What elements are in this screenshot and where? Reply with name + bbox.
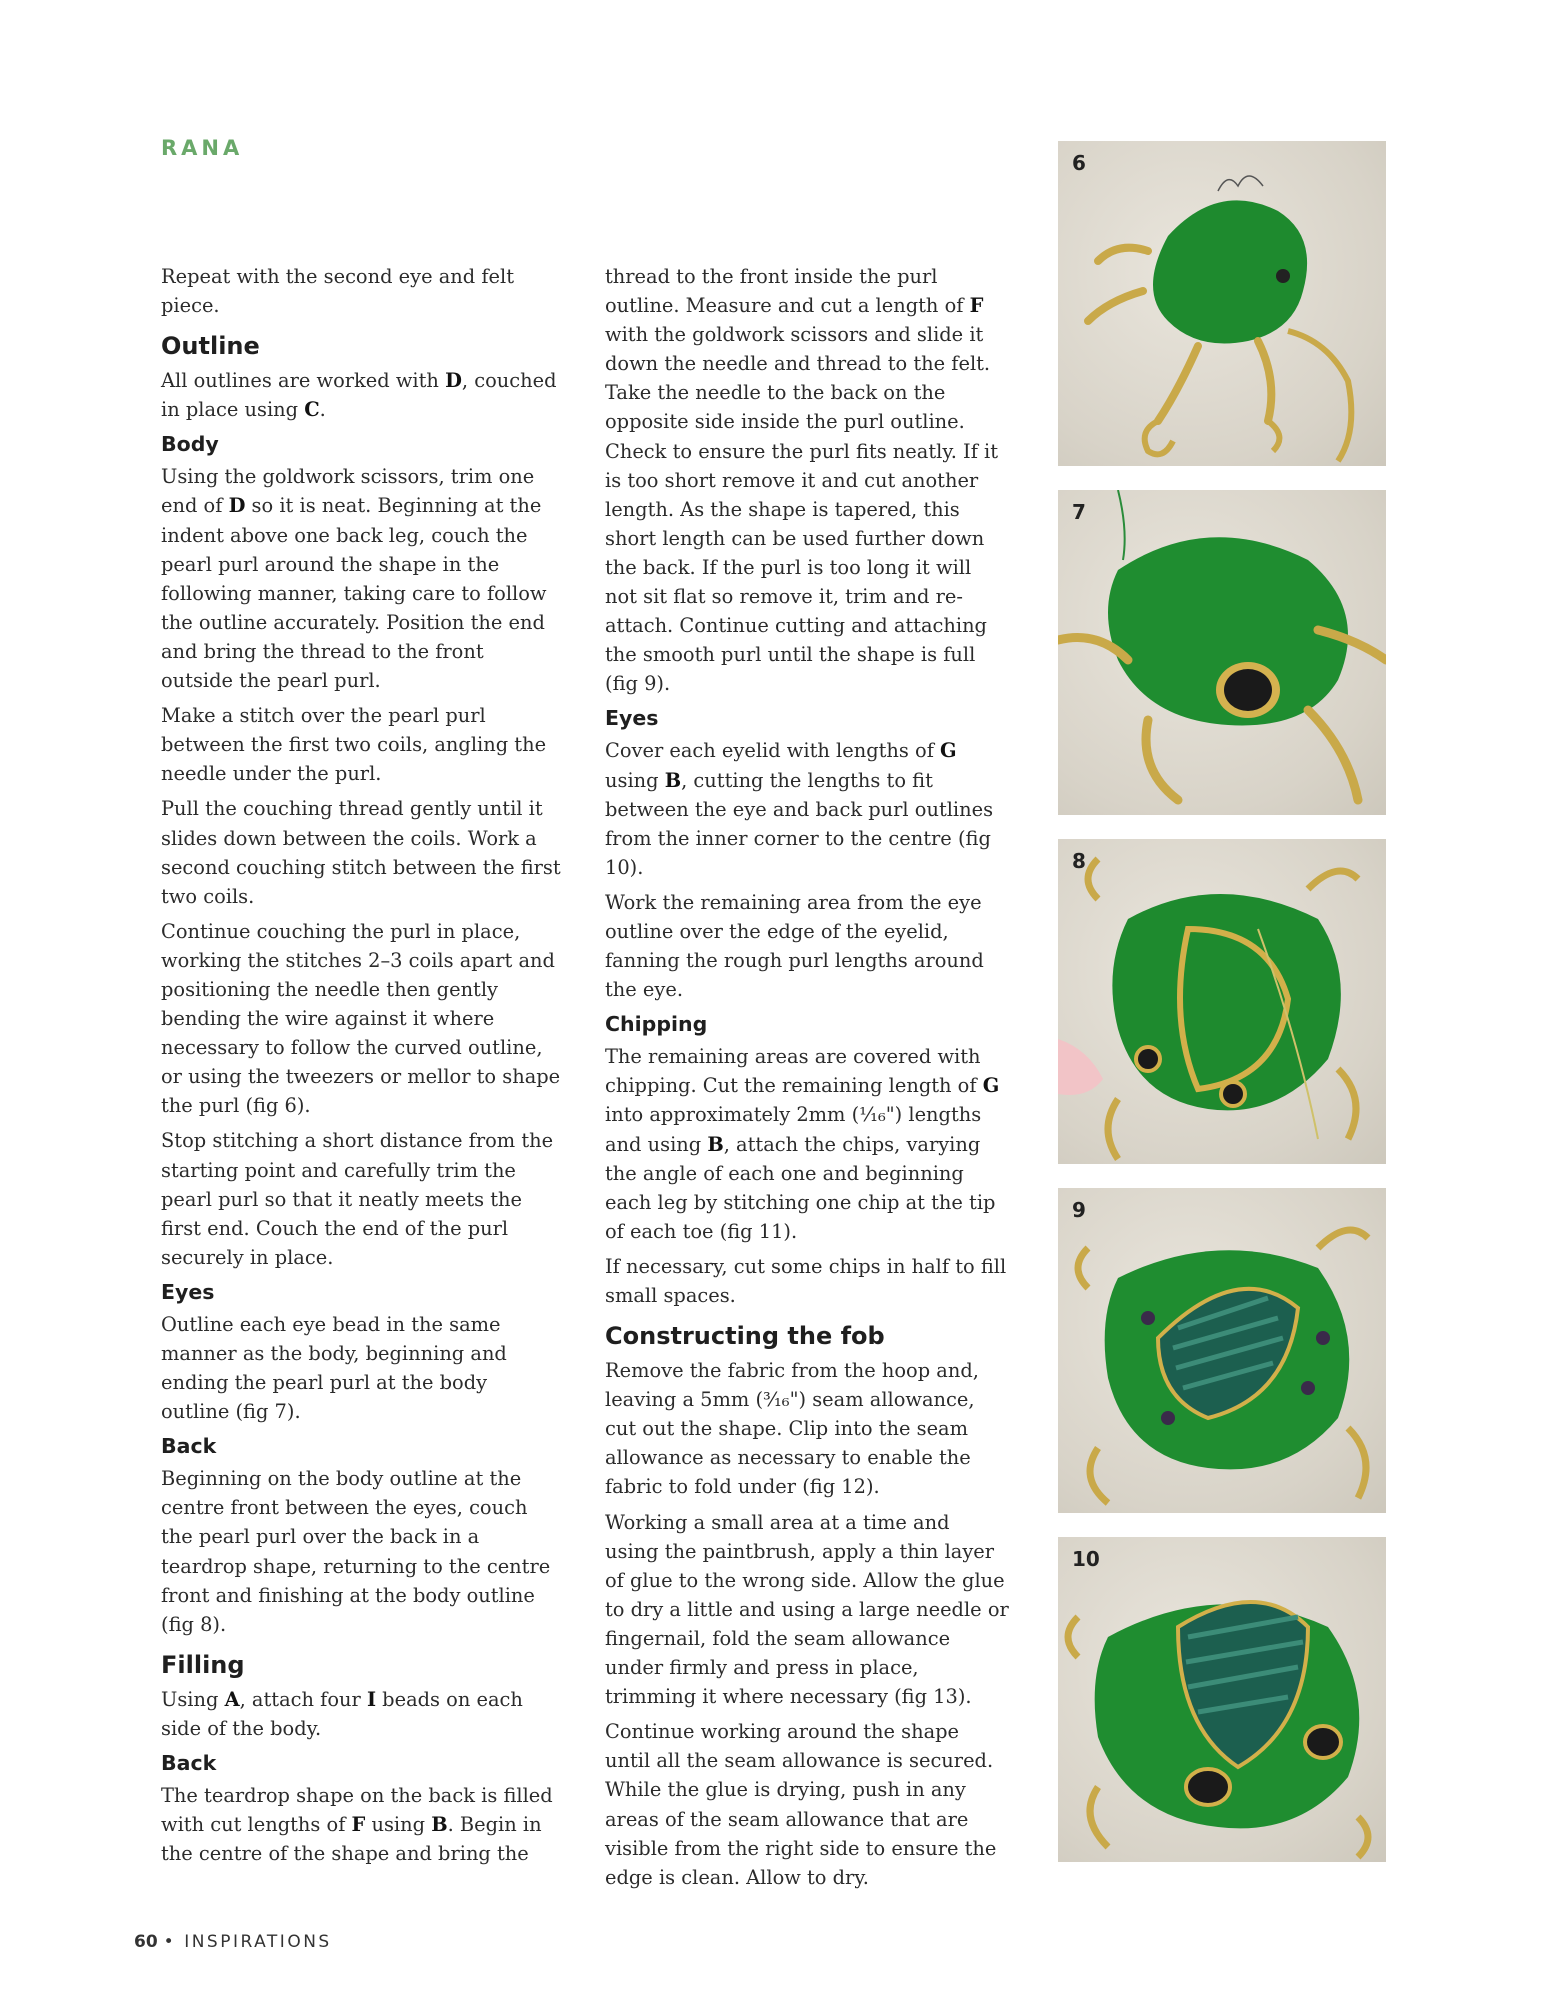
photo-fig-8 bbox=[1058, 839, 1386, 1164]
subheading-eyes: Eyes bbox=[161, 1279, 215, 1304]
photo-column bbox=[1058, 141, 1386, 1886]
footer-separator: • bbox=[163, 1932, 177, 1952]
paragraph: Repeat with the second eye and felt piece. bbox=[161, 265, 515, 318]
subheading-back: Back bbox=[161, 1434, 217, 1459]
paragraph: Beginning on the body outline at the centre front between the eyes, couch the pearl purl over the back in a teardrop shape, returning to the centre front and finishing at the body outline (fig 8). bbox=[161, 1467, 551, 1636]
paragraph: Using A, attach four I beads on each side of the body. bbox=[161, 1687, 523, 1740]
heading-outline: Outline bbox=[161, 332, 260, 361]
figure-number: 8 bbox=[1072, 849, 1086, 873]
figure-number: 9 bbox=[1072, 1198, 1086, 1222]
paragraph: Outline each eye bead in the same manner as the body, beginning and ending the pearl purl at the body outline (fig 7). bbox=[161, 1312, 507, 1424]
frog-back-teardrop-photo bbox=[1058, 839, 1386, 1164]
subheading-back-filling: Back bbox=[161, 1751, 217, 1776]
paragraph: thread to the front inside the purl outline. Measure and cut a length of F with the goldwork scissors and slide it down the needle and thread to the felt. Take the needle to the back on the opposite side inside the purl outline. Check to ensure the purl fits neatly. If it is too short remove it and cut another length. As the shape is tapered, this short length can be used further down the back. If the purl is too long it will not sit flat so remove it, trim and re-attach. Continue cutting and attaching the smooth purl until the shape is full (fig 9). bbox=[605, 265, 999, 696]
paragraph: Pull the couching thread gently until it slides down between the coils. Work a second couching stitch between the first two coils. bbox=[161, 797, 561, 908]
subheading-eyes: Eyes bbox=[605, 706, 659, 731]
frog-eyelid-photo bbox=[1058, 1537, 1386, 1862]
section-header: RANA bbox=[161, 136, 244, 160]
subheading-body: Body bbox=[161, 432, 219, 457]
heading-constructing-fob: Constructing the fob bbox=[605, 1322, 885, 1351]
paragraph: Continue working around the shape until all the seam allowance is secured. While the glue is drying, push in any areas of the seam allowance that are visible from the right side to ensure the edge is clean. Allow to dry. bbox=[605, 1720, 997, 1889]
paragraph: If necessary, cut some chips in half to fill small spaces. bbox=[605, 1254, 1007, 1307]
text-column-middle bbox=[605, 262, 1009, 1898]
paragraph: Using the goldwork scissors, trim one end of D so it is neat. Beginning at the indent above one back leg, couch the pearl purl around the shape in the following manner, taking care to follow the outline accurately. Position the end and bring the thread to the front outside the pearl purl. bbox=[161, 465, 547, 693]
paragraph: All outlines are worked with D, couched in place using C. bbox=[161, 369, 557, 422]
paragraph: The remaining areas are covered with chipping. Cut the remaining length of G into approximately 2mm (¹⁄₁₆") lengths and using B, attach the chips, varying the angle of each one and beginning each leg by stitching one chip at the tip of each toe (fig 11). bbox=[605, 1045, 1000, 1243]
photo-fig-10 bbox=[1058, 1537, 1386, 1862]
frog-felt-purl-photo bbox=[1058, 141, 1386, 466]
paragraph: The teardrop shape on the back is filled with cut lengths of F using B. Begin in the centre of the shape and bring the bbox=[161, 1784, 553, 1866]
figure-number: 10 bbox=[1072, 1547, 1100, 1571]
frog-eye-outline-photo bbox=[1058, 490, 1386, 815]
text-column-left bbox=[161, 262, 561, 1874]
paragraph: Continue couching the purl in place, working the stitches 2–3 coils apart and positioning the needle then gently bending the wire against it where necessary to follow the curved outline, or using the tweezers or mellor to shape the purl (fig 6). bbox=[161, 919, 561, 1118]
paragraph: Cover each eyelid with lengths of G using B, cutting the lengths to fit between the eye and back purl outlines from the inner corner to the centre (fig 10). bbox=[605, 739, 994, 879]
paragraph: Remove the fabric from the hoop and, leaving a 5mm (³⁄₁₆") seam allowance, cut out the shape. Clip into the seam allowance as necessary to enable the fabric to fold under (fig 12). bbox=[605, 1359, 979, 1499]
paragraph: Working a small area at a time and using the paintbrush, apply a thin layer of glue to the wrong side. Allow the glue to dry a little and using a large needle or fingernail, fold the seam allowance under firmly and press in place, trimming it where necessary (fig 13). bbox=[605, 1510, 1009, 1709]
paragraph: Stop stitching a short distance from the starting point and carefully trim the pearl purl so that it neatly meets the first end. Couch the end of the purl securely in place. bbox=[161, 1129, 554, 1269]
frog-smooth-purl-photo bbox=[1058, 1188, 1386, 1513]
figure-number: 7 bbox=[1072, 500, 1086, 524]
photo-fig-9 bbox=[1058, 1188, 1386, 1513]
photo-fig-6 bbox=[1058, 141, 1386, 466]
paragraph: Work the remaining area from the eye outline over the edge of the eyelid, fanning the rough purl lengths around the eye. bbox=[605, 890, 984, 1002]
paragraph: Make a stitch over the pearl purl between the first two coils, angling the needle under the purl. bbox=[161, 704, 547, 786]
photo-fig-7 bbox=[1058, 490, 1386, 815]
subheading-chipping: Chipping bbox=[605, 1012, 708, 1037]
heading-filling: Filling bbox=[161, 1650, 245, 1679]
page-footer bbox=[134, 1932, 332, 1952]
magazine-name: INSPIRATIONS bbox=[184, 1932, 332, 1952]
figure-number: 6 bbox=[1072, 151, 1086, 175]
page-number: 60 bbox=[134, 1932, 158, 1952]
